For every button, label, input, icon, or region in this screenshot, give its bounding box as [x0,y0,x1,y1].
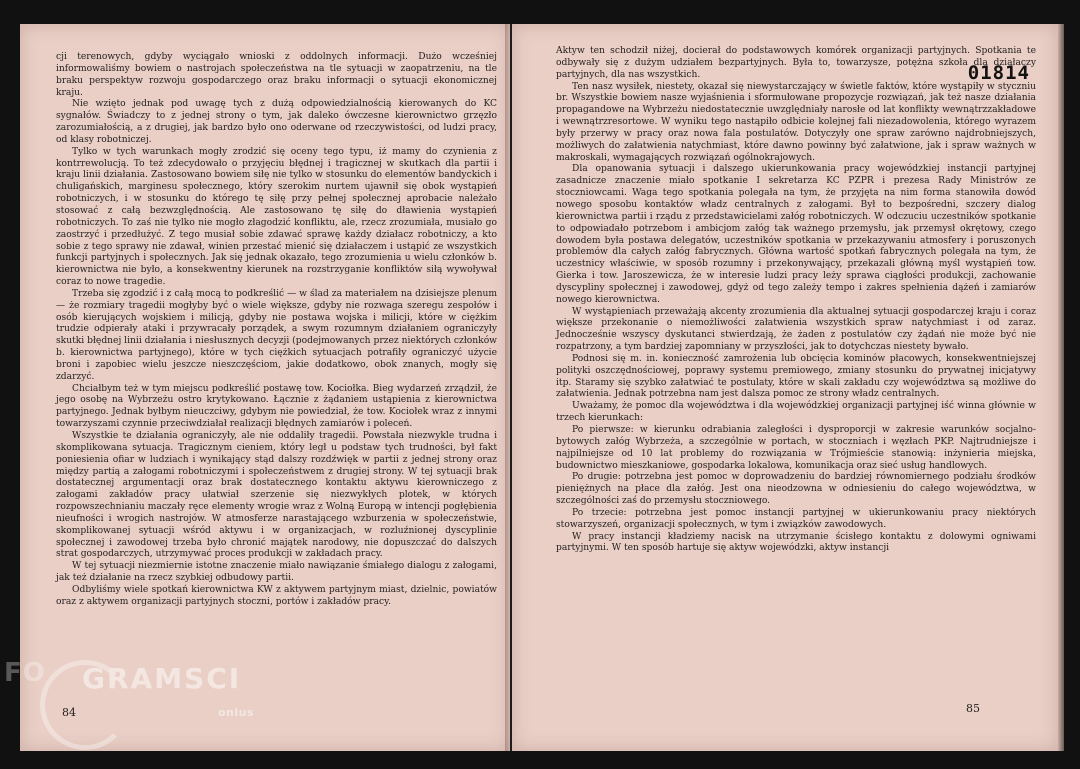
right-page-text [556,46,1036,555]
archive-number-stamp: 01814 [967,62,1030,84]
left-page [20,24,510,751]
left-paragraph-1: cji terenowych, gdyby wyciągało wnioski z oddolnych informacji. Dużo wcześniej informowaliśmy bowiem o nastrojach społeczeństwa na tle sytuacji w zaopatrzeniu, na tle braku perspektyw rozwoju gospodarczego oraz braku informacji o sytuacji ekonomicznej kraju. [56,52,497,98]
left-paragraph-7: W tej sytuacji niezmiernie istotne znaczenie miało nawiązanie śmiałego dialogu z załogami, jak też działanie na rzecz szybkiej odbudowy partii. [56,561,497,584]
left-page-text [56,52,497,609]
watermark-fo-text: FO [4,658,46,688]
right-paragraph-8: Po drugie: potrzebna jest pomoc w doprowadzeniu do bardziej równomiernego podziału środków pieniężnych na płace dla załóg. Jest ona nieodzowna w odniesieniu do całego województwa, w szczególności zaś do przemysłu stoczniowego. [556,472,1036,507]
page-edge [1058,24,1064,751]
left-paragraph-8: Odbyliśmy wiele spotkań kierownictwa KW z aktywem partyjnym miast, dzielnic, powiatów oraz z aktywem organizacji partyjnych stoczni, portów i zakładów pracy. [56,584,497,607]
right-paragraph-5: Podnosi się m. in. konieczność zamrożenia lub obcięcia kominów płacowych, konsekwentniejszej polityki oszczędnościowej, poprawy systemu premiowego, zmiany stosunku do prywatnej inicjatywy itp. Staramy się szybko załatwiać te postulaty, które w skali zakładu czy województwa są możliwe do załatwienia. Jednak potrzebna nam jest dalsza pomoc ze strony władz centralnych. [556,353,1036,400]
right-paragraph-1: Aktyw ten schodził niżej, docierał do podstawowych komórek organizacji partyjnych. Spotkania te odbywały się z dużym udziałem bezpartyjnych. Była to, towarzysze, potężna szkoła dla działaczy partyjnych, dla nas wszystkich. [556,46,1036,80]
left-paragraph-5: Chciałbym też w tym miejscu podkreślić postawę tow. Kociołka. Bieg wydarzeń zrządził, że jego osobę na Wybrzeżu ostro krytykowano. Łącznie z żądaniem ustąpienia z kierownictwa partyjnego. Jednak byłbym nieuczciwy, gdybym nie powiedział, że tow. Kociołek wraz z innymi towarzyszami czynnie przeciwdziałał realizacji błędnych zamiarów i poleceń. [56,383,497,430]
right-paragraph-3: Dla opanowania sytuacji i dalszego ukierunkowania pracy wojewódzkiej instancji partyjnej zasadnicze znaczenie miało spotkanie I sekretarza KC PZPR i prezesa Rady Ministrów ze stoczniowcami. Waga tego spotkania polegała na tym, że przyjęta na nim forma stanowiła dowód nowego sposobu kontaktów władz centralnych z załogami. Był to bezpośredni, szczery dialog kierownictwa partii i rządu z przedstawicielami załóg robotniczych. W odczuciu uczestników spotkanie to odpowiadało potrzebom i ambicjom załóg tak ważnego przemysłu, jak przemysł okrętowy, czego dowodem była postawa delegatów, uczestników spotkania w przekazywaniu atmosfery i poruszonych problemów dla całych załóg fabrycznych. Główna wartość spotkań fabrycznych polegała na tym, że uczestnicy właściwie, w sposób rozumny i przekonywający, przekazali główną myśl wystąpień tow. Gierka i tow. Jaroszewicza, że w interesie ludzi pracy leży sprawa ciągłości produkcji, zachowanie dyscypliny społecznej i zawodowej, gdyż od tego zależy tempo i zakres spełnienia dążeń i zamiarów nowego kierownictwa. [556,164,1036,305]
right-paragraph-9: Po trzecie: potrzebna jest pomoc instancji partyjnej w ukierunkowaniu pracy niektórych stowarzyszeń, organizacji społecznych, w tym i związków zawodowych. [556,507,1036,530]
right-paragraph-7: Po pierwsze: w kierunku odrabiania zaległości i dysproporcji w zakresie warunków socjalno-bytowych załóg Wybrzeża, a szczególnie w portach, w stoczniach i węzłach PKP. Najtrudniejsze i najpilniejsze od 10 lat problemy do rozwiązania w Trójmieście stanowią: inżynieria miejska, budownictwo mieszkaniowe, gospodarka lokalowa, komunikacja oraz sieć usług handlowych. [556,425,1036,471]
right-page-number: 85 [966,702,980,715]
right-paragraph-4: W wystąpieniach przeważają akcenty zrozumienia dla aktualnej sytuacji gospodarczej kraju i coraz większe przekonanie o niemożliwości załatwienia wszystkich spraw natychmiast i od zaraz. Jednocześnie wszyscy dyskutanci stwierdzają, że żaden z postulatów czy żądań nie może być nie rozpatrzony, a tym bardziej zapomniany w przyszłości, jak to dotychczas niestety bywało. [556,306,1036,353]
left-paragraph-3: Tylko w tych warunkach mogły zrodzić się oceny tego typu, iż mamy do czynienia z kontrrewolucją. To też zdecydowało o przyjęciu błędnej i tragicznej w skutkach dla partii i kraju linii działania. Zastosowano bowiem siłę nie tylko w stosunku do elementów bandyckich i chuligańskich, marginesu społecznego, który szerokim nurtem ujawnił się obok wystąpień robotniczych, i w stosunku do którego tę siłę przy pełnej społecznej aprobacie należało stosować z całą bezwzględnością. Ale zastosowano tę siłę do dławienia wystąpień robotniczych. To zaś nie tylko nie mogło złagodzić konfliktu, ale, rzecz zrozumiała, musiało go zaostrzyć i przedłużyć. Z tego musiał sobie zdawać sprawę każdy działacz robotniczy, a kto sobie z tego sprawy nie zdawał, winien przestać mienić się działaczem i ustąpić ze wszystkich funkcji partyjnych i społecznych. Jak się jednak okazało, tego zrozumienia u wielu członków b. kierownictwa nie było, a konsekwentny kierunek na rozstrzyganie konfliktów siłą wywoływał coraz to nowe tragedie. [56,146,497,288]
right-paragraph-10: W pracy instancji kładziemy nacisk na utrzymanie ścisłego kontaktu z dolowymi ogniwami partyjnymi. W ten sposób hartuje się aktyw wojewódzki, aktyw instancji [556,531,1036,554]
left-paragraph-6: Wszystkie te działania ograniczyły, ale nie oddaliły tragedii. Powstała niezwykle trudna i skomplikowana sytuacja. Tragicznym cieniem, który legł u podstaw tych trudności, był fakt poniesienia ofiar w ludziach i wynikający stąd dalszy rozdźwięk w partii z jednej strony oraz między partią a załogami robotniczymi i społeczeństwem z drugiej strony. W tej sytuacji brak dostatecznej argumentacji oraz brak dostatecznego kontaktu aktywu kierowniczego z załogami zakładów pracy ułatwiał szerzenie się niezwykłych plotek, w których rozpowszechnianiu maczały ręce elementy wrogie wraz z Wolną Europą w intencji pogłębienia nieufności i wrogich nastrojów. W atmosferze narastającego wzburzenia w społeczeństwie, skomplikowanej sytuacji wśród aktywu i w organizacjach, w rozluźnionej dyscyplinie społecznej i zawodowej trzeba było chronić majątek narodowy, nie dopuszczać do dalszych strat gospodarczych, utrzymywać proces produkcji w zakładach pracy. [56,431,497,560]
watermark-onlus-text: onlus [218,706,255,719]
watermark-gramsci-text: GRAMSCI [82,662,242,695]
right-page [512,24,1058,751]
left-page-number: 84 [62,706,76,719]
left-paragraph-4: Trzeba się zgodzić i z całą mocą to podkreślić — w ślad za materiałem na dzisiejsze plenum — że rozmiary tragedii mogłyby być o wiele większe, gdyby nie rozwaga szeregu zespołów i osób kierujących wojskiem i milicją, gdyby nie postawa wojska i milicji, które w ciężkim trudzie odpierały ataki i przywracały porządek, a swym rozumnym działaniem ograniczyły skutki błędnej linii działania i niesłusznych decyzji (podejmowanych przez niektórych członków b. kierownictwa partyjnego), które w tych ciężkich sytuacjach potrafiły ograniczyć użycie broni i zapobiec wielu jeszcze nieszczęściom, jakie dodatkowo, obok znanych, mogły się zdarzyć. [56,288,497,382]
right-paragraph-2: Ten nasz wysiłek, niestety, okazał się niewystarczający w świetle faktów, które wystąpiły w styczniu br. Wszystkie bowiem nasze wyjaśnienia i sformułowane propozycje rozwiązań, jak też nasze działania propagandowe na Wybrzeżu niedostatecznie uwzględniały narosłe od lat konflikty wewnątrzzakładowe i wewnątrzresortowe. W wyniku tego nastąpiło odbicie kolejnej fali niezadowolenia, którego wyrazem były przerwy w pracy oraz nowa fala postulatów. Dotyczyły one spraw zarówno najdrobniejszych, możliwych do załatwienia natychmiast, które dawno powinny być załatwione, jak i spraw ważnych w makroskali, wymagających rozwiązań ogólnokrajowych. [556,81,1036,163]
right-paragraph-6: Uważamy, że pomoc dla województwa i dla wojewódzkiej organizacji partyjnej iść winna głównie w trzech kierunkach: [556,401,1036,424]
left-paragraph-2: Nie wzięto jednak pod uwagę tych z dużą odpowiedzialnością kierowanych do KC sygnałów. Świadczy to z jednej strony o tym, jak daleko ówczesne kierownictwo grzęzło zarozumiałością, a z drugiej, jak bardzo było ono oderwane od rzeczywistości, od ludzi pracy, od klasy robotniczej. [56,99,497,145]
